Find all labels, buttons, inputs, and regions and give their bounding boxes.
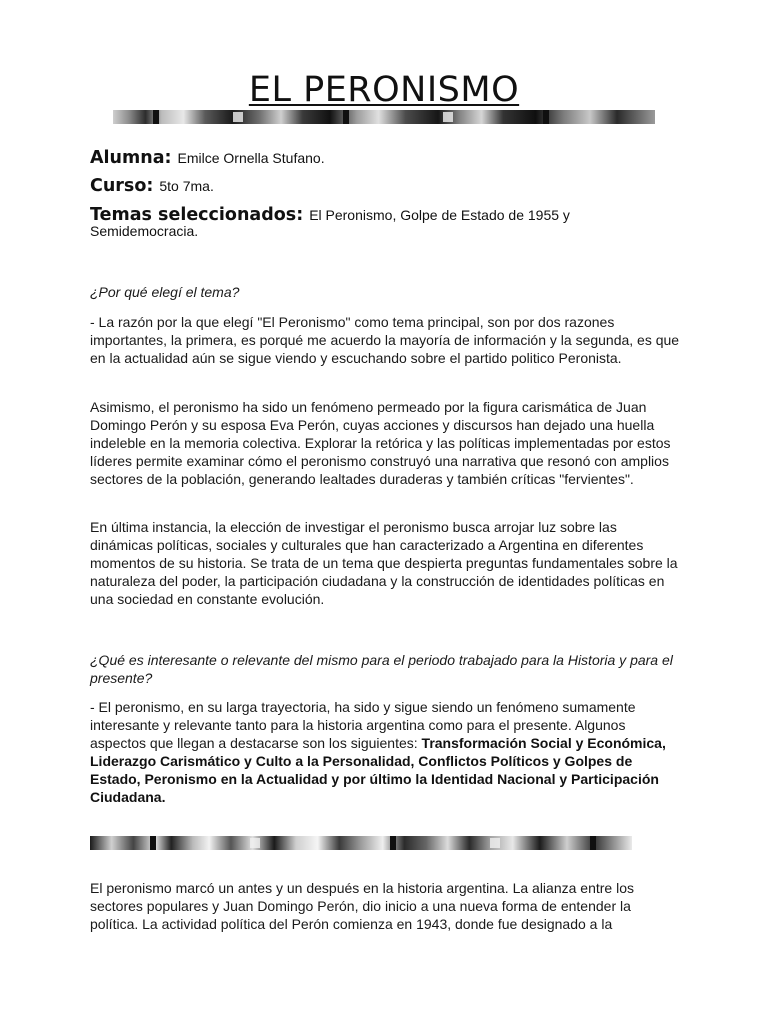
paragraph-4 [90,698,682,806]
question-2: ¿Qué es interesante o relevante del mismo para el periodo trabajado para la Historia y para el presente? [90,652,673,686]
topics-value: El Peronismo, Golpe de Estado de 1955 y Semidemocracia. [90,207,570,239]
course-value: 5to 7ma. [159,178,214,194]
photo-detail [343,110,349,124]
photo-detail [153,110,159,124]
question-1: ¿Por qué elegí el tema? [90,284,240,300]
photo-detail [250,838,260,848]
photo-detail [490,838,500,848]
student-name: Emilce Ornella Stufano. [177,150,325,166]
student-line [90,150,680,166]
course-line [90,178,680,194]
photo-detail [543,110,549,124]
photo-detail [233,112,243,122]
header-photo-strip [113,110,655,124]
paragraph-4-intro: - El peronismo, en su larga trayectoria, ha sido y sigue siendo un fenómeno sumamente interesante y relevante tanto para la historia argentina como para el presente. Algunos aspectos que llegan a destacarse son los siguientes: [90,699,636,751]
document-title: EL PERONISMO [248,70,520,110]
course-label: Curso: [90,176,154,196]
paragraph-2: Asimismo, el peronismo ha sido un fenómeno permeado por la figura carismática de Juan Domingo Perón y su esposa Eva Perón, cuyas acciones y discursos han dejado una huella indeleble en la memoria colectiva. Explorar la retórica y las políticas implementadas por estos líderes permite examinar cómo el peronismo construyó una narrativa que resonó con amplios sectores de la población, generando lealtades duraderas y también críticas "fervientes". [90,399,671,487]
photo-detail [150,836,156,850]
paragraph-1: - La razón por la que elegí "El Peronismo" como tema principal, son por dos razones importantes, la primera, es porqué me acuerdo la mayoría de información y la segunda, es que en la actualidad aún se sigue viendo y escuchando sobre el partido politico Peronista. [90,314,680,366]
photo-detail [390,836,396,850]
paragraph-4-highlight: Transformación Social y Económica, Liderazgo Carismático y Culto a la Personalidad, Conflictos Políticos y Golpes de Estado, Peronismo en la Actualidad y por último la Identidad Nacional y Participación Ciudadana. [90,735,666,805]
topics-label: Temas seleccionados: [90,205,304,225]
topics-line [90,207,680,239]
photo-detail [590,836,596,850]
student-label: Alumna: [90,148,172,168]
section-photo-strip [90,836,632,850]
photo-detail [443,112,453,122]
paragraph-5: El peronismo marcó un antes y un después en la historia argentina. La alianza entre los sectores populares y Juan Domingo Perón, dio inicio a una nueva forma de entender la política. La actividad política del Perón comienza en 1943, donde fue designado a la [90,880,634,932]
paragraph-3: En última instancia, la elección de investigar el peronismo busca arrojar luz sobre las dinámicas políticas, sociales y culturales que han caracterizado a Argentina en diferentes momentos de su historia. Se trata de un tema que despierta preguntas fundamentales sobre la naturaleza del poder, la participación ciudadana y la construcción de identidades políticas en una sociedad en constante evolución. [90,519,678,607]
